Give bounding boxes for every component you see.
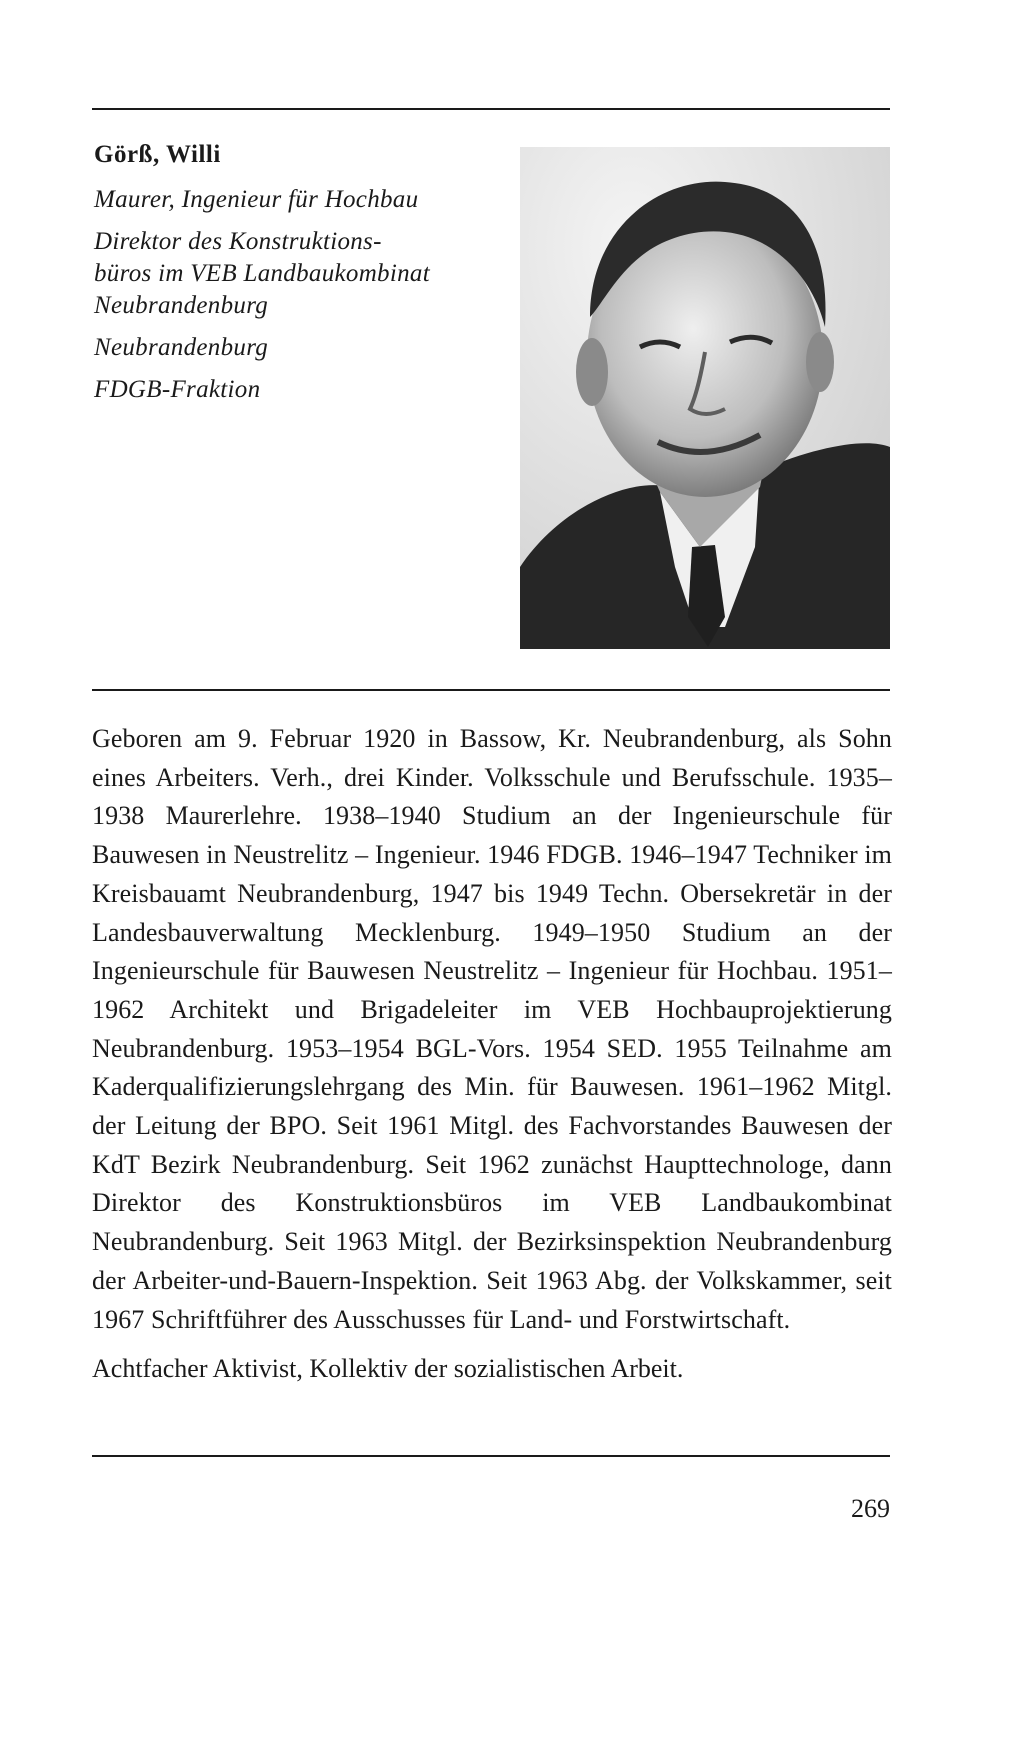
biography-text: Geboren am 9. Februar 1920 in Bassow, Kr. Neubrandenburg, als Sohn eines Arbeiters. Verh., drei Kinder. Volksschule und Berufsschule. 1935–1938 Maurerlehre. 1938–1940 Studium an der Ingenieurschule für Bauwesen in Neustrelitz – Ingenieur. 1946 FDGB. 1946–1947 Techniker im Kreisbauamt Neubrandenburg, 1947 bis 1949 Techn. Obersekretär in der Landesbauverwaltung Mecklenburg. 1949–1950 Studium an der Ingenieurschule für Bauwesen Neustrelitz – Ingenieur für Hochbau. 1951–1962 Architekt und Brigadeleiter im VEB Hochbauprojektierung Neubrandenburg. 1953–1954 BGL-Vors. 1954 SED. 1955 Teilnahme am Kaderqualifizierungslehrgang des Min. für Bauwesen. 1961–1962 Mitgl. der Leitung der BPO. Seit 1961 Mitgl. des Fachvorstandes Bauwesen der KdT Bezirk Neubrandenburg. Seit 1962 zunächst Haupttechnologe, dann Direktor des Konstruktionsbüros im VEB Landbaukombinat Neubrandenburg. Seit 1963 Mitgl. der Bezirksinspektion Neubrandenburg der Arbeiter-und-Bauern-Inspektion. Seit 1963 Abg. der Volkskammer, seit 1967 Schriftführer des Ausschusses für Land- und Forstwirtschaft. [92,724,892,1334]
position-line-2: büros im VEB Landbaukombinat [94,260,430,287]
position-line-1: Direktor des Konstruktions- [94,228,382,255]
position-block [94,226,514,322]
top-divider [92,108,890,110]
portrait-illustration [520,147,890,649]
bottom-divider [92,1455,890,1457]
portrait-photo-icon [520,147,890,649]
entry-header [94,140,514,406]
middle-divider [92,689,890,691]
page-number: 269 [851,1494,890,1523]
awards-text: Achtfacher Aktivist, Kollektiv der sozialistischen Arbeit. [92,1354,684,1383]
position-line-3: Neubrandenburg [94,292,269,319]
person-name: Görß, Willi [94,141,221,168]
location: Neubrandenburg [94,334,269,361]
profession: Maurer, Ingenieur für Hochbau [94,186,419,213]
faction: FDGB-Fraktion [94,376,261,403]
